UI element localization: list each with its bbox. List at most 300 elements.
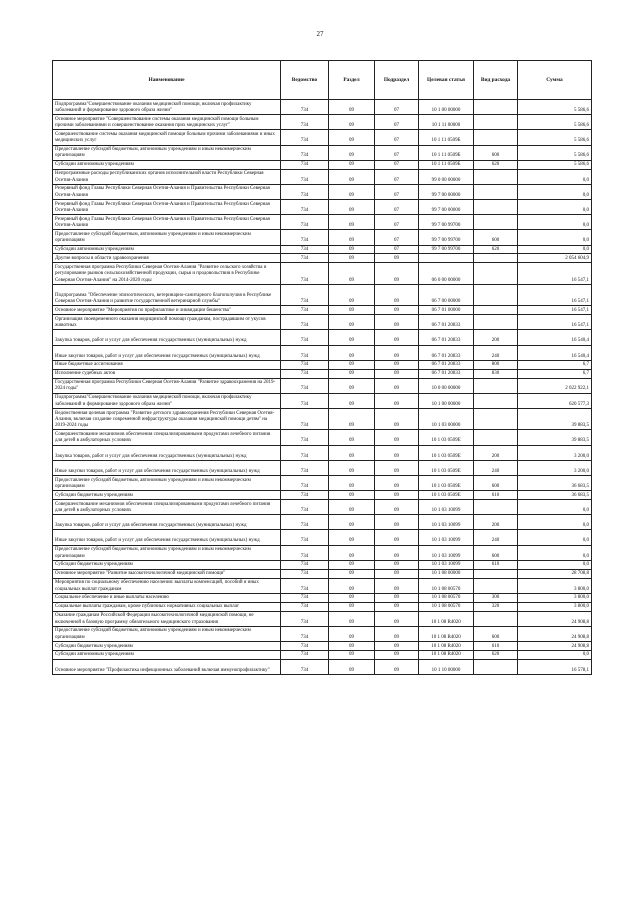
row-expense-type-cell <box>474 659 518 674</box>
row-target-article-cell: 06 7 01 20833 <box>419 345 474 360</box>
table-row <box>53 284 592 306</box>
row-name-cell: Основное мероприятие "Совершенствование системы оказания медицинской помощи больным прочими заболеваниями и совершенствование оказания прих медицинских услуг" <box>53 115 281 130</box>
row-section-cell: 09 <box>329 378 375 393</box>
row-section-cell: 09 <box>329 263 375 285</box>
row-amount-cell: 24 908,8 <box>518 641 592 650</box>
table-row <box>53 602 592 611</box>
row-amount-cell: 0,0 <box>518 650 592 659</box>
row-name-cell: Резервный фонд Главы Республики Северная Осетия-Алания и Правительства Республики Северная Осетия-Алания <box>53 184 281 199</box>
row-amount-cell: 16 547,1 <box>518 315 592 330</box>
row-expense-type-cell: 610 <box>474 560 518 569</box>
row-name-cell: Подпрограмма "Обеспечение эпизоотического, ветеринарно-санитарного благополучия в Республике Северная Осетия-Алания и развитие государственной ветеринарной службы" <box>53 284 281 306</box>
row-target-article-cell: 10 0 00 00000 <box>419 378 474 393</box>
row-name-cell: Субсидии автономным учреждениям <box>53 650 281 659</box>
row-subsection-cell: 07 <box>375 145 419 160</box>
row-section-cell: 09 <box>329 491 375 500</box>
row-target-article-cell: 10 1 08 00570 <box>419 578 474 593</box>
table-row <box>53 491 592 500</box>
row-section-cell: 09 <box>329 393 375 408</box>
row-name-cell: Подпрограмма"Совершенствование оказания медицинской помощи, включая профилактику заболеваний и формирование здорового образа жизни" <box>53 393 281 408</box>
table-row <box>53 230 592 245</box>
row-expense-type-cell <box>474 393 518 408</box>
row-target-article-cell: 10 1 11 0509Б <box>419 160 474 169</box>
row-ministry-cell: 734 <box>281 263 329 285</box>
row-amount-cell: 16 578,1 <box>518 659 592 674</box>
table-row <box>53 306 592 315</box>
table-row <box>53 345 592 360</box>
row-section-cell: 09 <box>329 659 375 674</box>
row-section-cell: 09 <box>329 445 375 460</box>
row-target-article-cell: 10 1 08 00570 <box>419 593 474 602</box>
row-target-article-cell: 10 1 11 00000 <box>419 115 474 130</box>
row-subsection-cell: 09 <box>375 500 419 515</box>
row-subsection-cell: 09 <box>375 254 419 263</box>
row-ministry-cell: 734 <box>281 145 329 160</box>
row-expense-type-cell: 610 <box>474 641 518 650</box>
row-amount-cell: 5 586,6 <box>518 115 592 130</box>
row-name-cell: Подпрограмма"Совершенствование оказания медицинской помощи, включая профилактику заболеваний и формирование здорового образа жизни" <box>53 100 281 115</box>
row-name-cell: Резервный фонд Главы Республики Северная Осетия-Алания и Правительства Республики Северная Осетия-Алания <box>53 200 281 215</box>
header-amount: Сумма <box>518 61 592 100</box>
row-amount-cell: 0,0 <box>518 545 592 560</box>
row-section-cell: 09 <box>329 515 375 530</box>
table-row <box>53 659 592 674</box>
row-expense-type-cell <box>474 215 518 230</box>
row-section-cell: 09 <box>329 641 375 650</box>
row-section-cell: 09 <box>329 593 375 602</box>
row-ministry-cell: 734 <box>281 430 329 445</box>
table-row <box>53 245 592 254</box>
table-row <box>53 641 592 650</box>
row-ministry-cell: 734 <box>281 130 329 145</box>
row-ministry-cell: 734 <box>281 345 329 360</box>
row-subsection-cell: 09 <box>375 345 419 360</box>
row-expense-type-cell <box>474 315 518 330</box>
row-name-cell: Основное мероприятие "Мероприятия по профилактике и ликвидации бешенства" <box>53 306 281 315</box>
row-amount-cell: 2 022 922,1 <box>518 378 592 393</box>
row-target-article-cell: 10 1 11 0509Б <box>419 130 474 145</box>
row-subsection-cell: 07 <box>375 200 419 215</box>
row-expense-type-cell <box>474 500 518 515</box>
row-expense-type-cell <box>474 130 518 145</box>
table-row <box>53 530 592 545</box>
row-target-article-cell: 10 1 03 10099 <box>419 500 474 515</box>
table-row <box>53 430 592 445</box>
row-name-cell: Субсидии автономным учреждениям <box>53 160 281 169</box>
row-section-cell: 09 <box>329 460 375 475</box>
row-ministry-cell: 734 <box>281 254 329 263</box>
row-amount-cell: 0,0 <box>518 184 592 199</box>
row-ministry-cell: 734 <box>281 245 329 254</box>
row-amount-cell: 0,0 <box>518 230 592 245</box>
row-target-article-cell: 10 1 08 00000 <box>419 569 474 578</box>
row-ministry-cell: 734 <box>281 650 329 659</box>
row-ministry-cell: 734 <box>281 315 329 330</box>
row-amount-cell: 28 708,8 <box>518 569 592 578</box>
table-row <box>53 160 592 169</box>
row-ministry-cell: 734 <box>281 215 329 230</box>
row-name-cell: Государственная программа Республики Северная Осетия-Алания "Развитие сельского хозяйства и регулирование рынков сельскохозяйственной продукции, сырья и продовольствия в Республике Северная Осетия-Алания" на 2014-2020 годы <box>53 263 281 285</box>
row-target-article-cell: 99 7 00 99700 <box>419 215 474 230</box>
row-ministry-cell: 734 <box>281 476 329 491</box>
row-name-cell: Оказание гражданам Российской Федерации высокотехнологичной медицинской помощи, не включенной в базовую программу обязательного медицинского страхования <box>53 611 281 626</box>
row-target-article-cell: 99 7 00 00000 <box>419 184 474 199</box>
row-section-cell: 09 <box>329 345 375 360</box>
row-subsection-cell: 09 <box>375 560 419 569</box>
row-section-cell: 09 <box>329 230 375 245</box>
row-amount-cell: 5 586,6 <box>518 100 592 115</box>
row-section-cell: 09 <box>329 306 375 315</box>
row-name-cell: Иные закупки товаров, работ и услуг для обеспечения государственных (муниципальных) нужд <box>53 530 281 545</box>
row-amount-cell: 16 547,1 <box>518 306 592 315</box>
row-name-cell: Закупка товаров, работ и услуг для обеспечения государственных (муниципальных) нужд <box>53 515 281 530</box>
row-expense-type-cell <box>474 578 518 593</box>
row-ministry-cell: 734 <box>281 626 329 641</box>
row-section-cell: 09 <box>329 530 375 545</box>
row-section-cell: 09 <box>329 115 375 130</box>
table-row <box>53 145 592 160</box>
row-section-cell: 09 <box>329 130 375 145</box>
table-row <box>53 115 592 130</box>
row-expense-type-cell <box>474 430 518 445</box>
table-row <box>53 215 592 230</box>
row-ministry-cell: 734 <box>281 284 329 306</box>
row-amount-cell: 0,0 <box>518 500 592 515</box>
row-section-cell: 09 <box>329 650 375 659</box>
row-section-cell: 09 <box>329 360 375 369</box>
row-amount-cell: 3 800,0 <box>518 593 592 602</box>
row-section-cell: 09 <box>329 315 375 330</box>
row-expense-type-cell: 240 <box>474 345 518 360</box>
table-row <box>53 330 592 345</box>
row-target-article-cell: 06 7 00 00000 <box>419 284 474 306</box>
row-subsection-cell: 09 <box>375 602 419 611</box>
row-expense-type-cell: 610 <box>474 491 518 500</box>
table-row <box>53 378 592 393</box>
row-name-cell: Субсидии автономным учреждениям <box>53 245 281 254</box>
row-subsection-cell: 09 <box>375 408 419 430</box>
row-amount-cell: 36 683,5 <box>518 491 592 500</box>
row-expense-type-cell <box>474 200 518 215</box>
row-name-cell: Субсидии бюджетным учреждениям <box>53 641 281 650</box>
row-expense-type-cell: 620 <box>474 245 518 254</box>
row-section-cell: 09 <box>329 160 375 169</box>
row-expense-type-cell <box>474 306 518 315</box>
row-subsection-cell: 09 <box>375 515 419 530</box>
table-row <box>53 315 592 330</box>
row-target-article-cell: 99 7 00 99700 <box>419 230 474 245</box>
row-amount-cell: 36 683,5 <box>518 476 592 491</box>
table-row <box>53 593 592 602</box>
row-name-cell: Совершенствование механизмов обеспечения специализированными продуктами лечебного питания для детей в амбулаторных условиях <box>53 500 281 515</box>
page-number: 27 <box>316 30 324 38</box>
row-subsection-cell: 09 <box>375 378 419 393</box>
row-section-cell: 09 <box>329 169 375 184</box>
row-amount-cell: 5 586,6 <box>518 160 592 169</box>
row-target-article-cell: 10 1 10 00000 <box>419 659 474 674</box>
row-target-article-cell <box>419 254 474 263</box>
row-target-article-cell: 06 7 01 20833 <box>419 369 474 378</box>
row-ministry-cell: 734 <box>281 515 329 530</box>
row-subsection-cell: 09 <box>375 460 419 475</box>
table-header-row <box>53 61 592 100</box>
row-name-cell: Совершенствование системы оказания медицинской помощи больным прочими заболеваниями и иных медицинских услуг <box>53 130 281 145</box>
row-subsection-cell: 09 <box>375 369 419 378</box>
row-expense-type-cell <box>474 263 518 285</box>
header-section: Раздел <box>329 61 375 100</box>
row-name-cell: Предоставление субсидий бюджетным, автономным учреждениям и иным некоммерческим организациям <box>53 626 281 641</box>
row-amount-cell: 16 547,1 <box>518 284 592 306</box>
row-name-cell: Иные бюджетные ассигнования <box>53 360 281 369</box>
row-target-article-cell: 06 0 00 00000 <box>419 263 474 285</box>
row-amount-cell: 0,0 <box>518 169 592 184</box>
row-section-cell: 09 <box>329 578 375 593</box>
row-ministry-cell: 734 <box>281 602 329 611</box>
row-ministry-cell: 734 <box>281 306 329 315</box>
row-section-cell: 09 <box>329 284 375 306</box>
row-section-cell: 09 <box>329 330 375 345</box>
row-expense-type-cell: 620 <box>474 650 518 659</box>
row-expense-type-cell: 200 <box>474 515 518 530</box>
row-section-cell: 09 <box>329 545 375 560</box>
row-subsection-cell: 09 <box>375 611 419 626</box>
row-subsection-cell: 09 <box>375 430 419 445</box>
row-name-cell: Социальное обеспечение и иные выплаты населению <box>53 593 281 602</box>
table-row <box>53 460 592 475</box>
table-row <box>53 200 592 215</box>
row-section-cell: 09 <box>329 100 375 115</box>
row-target-article-cell: 99 0 00 00000 <box>419 169 474 184</box>
row-ministry-cell: 734 <box>281 641 329 650</box>
row-ministry-cell: 734 <box>281 500 329 515</box>
row-name-cell: Закупка товаров, работ и услуг для обеспечения государственных (муниципальных) нужд <box>53 445 281 460</box>
row-target-article-cell: 10 1 03 0509Е <box>419 491 474 500</box>
row-section-cell: 09 <box>329 200 375 215</box>
row-name-cell: Ведомственная целевая программа "Развитие детского здравоохранения Республики Северная Осетия-Алания, включая создание современной инфраструктуры оказания медицинской помощи детям" на 2019-2024 годы <box>53 408 281 430</box>
row-amount-cell: 16 540,4 <box>518 345 592 360</box>
row-expense-type-cell: 800 <box>474 360 518 369</box>
row-name-cell: Субсидии бюджетным учреждениям <box>53 491 281 500</box>
row-expense-type-cell: 200 <box>474 445 518 460</box>
row-subsection-cell: 07 <box>375 215 419 230</box>
row-subsection-cell: 07 <box>375 169 419 184</box>
row-subsection-cell: 09 <box>375 306 419 315</box>
table-row <box>53 100 592 115</box>
row-subsection-cell: 09 <box>375 263 419 285</box>
row-expense-type-cell: 240 <box>474 460 518 475</box>
row-subsection-cell: 09 <box>375 659 419 674</box>
row-target-article-cell: 10 1 11 0509Б <box>419 145 474 160</box>
row-amount-cell: 0,0 <box>518 560 592 569</box>
row-target-article-cell: 10 1 03 0509Е <box>419 430 474 445</box>
row-amount-cell: 0,0 <box>518 215 592 230</box>
row-target-article-cell: 10 1 08 R4020 <box>419 641 474 650</box>
row-name-cell: Мероприятия по социальному обеспечению населения: выплаты компенсаций, пособий и иных социальных выплат гражданам <box>53 578 281 593</box>
row-target-article-cell: 06 7 01 00000 <box>419 306 474 315</box>
row-ministry-cell: 734 <box>281 445 329 460</box>
row-target-article-cell: 10 1 00 00000 <box>419 100 474 115</box>
table-row <box>53 130 592 145</box>
row-name-cell: Закупка товаров, работ и услуг для обеспечения государственных (муниципальных) нужд <box>53 330 281 345</box>
row-name-cell: Предоставление субсидий бюджетным, автономным учреждениям и иным некоммерческим организациям <box>53 230 281 245</box>
row-name-cell: Иные закупки товаров, работ и услуг для обеспечения государственных (муниципальных) нужд <box>53 345 281 360</box>
row-target-article-cell: 10 1 08 R4020 <box>419 611 474 626</box>
row-section-cell: 09 <box>329 245 375 254</box>
row-section-cell: 09 <box>329 215 375 230</box>
row-subsection-cell: 07 <box>375 230 419 245</box>
row-amount-cell: 5 586,6 <box>518 145 592 160</box>
table-row <box>53 254 592 263</box>
table-row <box>53 445 592 460</box>
row-expense-type-cell <box>474 254 518 263</box>
row-ministry-cell: 734 <box>281 659 329 674</box>
table-row <box>53 393 592 408</box>
row-ministry-cell: 734 <box>281 578 329 593</box>
table-row <box>53 500 592 515</box>
row-expense-type-cell <box>474 378 518 393</box>
row-ministry-cell: 734 <box>281 100 329 115</box>
table-row <box>53 545 592 560</box>
row-subsection-cell: 07 <box>375 130 419 145</box>
row-amount-cell: 6,7 <box>518 360 592 369</box>
row-subsection-cell: 09 <box>375 530 419 545</box>
row-name-cell: Основное мероприятие "Профилактика инфекционных заболеваний включая иммунопрофилактику" <box>53 659 281 674</box>
row-expense-type-cell: 320 <box>474 602 518 611</box>
row-expense-type-cell: 830 <box>474 369 518 378</box>
row-name-cell: Основное мероприятие "Развитие высокотехнологичной медицинской помощи" <box>53 569 281 578</box>
row-name-cell: Субсидии бюджетным учреждениям <box>53 560 281 569</box>
row-section-cell: 09 <box>329 500 375 515</box>
row-subsection-cell: 07 <box>375 100 419 115</box>
row-subsection-cell: 09 <box>375 593 419 602</box>
row-ministry-cell: 734 <box>281 169 329 184</box>
row-subsection-cell: 09 <box>375 578 419 593</box>
table-row <box>53 515 592 530</box>
budget-table <box>52 60 592 675</box>
row-section-cell: 09 <box>329 560 375 569</box>
row-section-cell: 09 <box>329 254 375 263</box>
row-ministry-cell: 734 <box>281 369 329 378</box>
row-ministry-cell: 734 <box>281 611 329 626</box>
row-name-cell: Непрограммные расходы республиканских органов исполнительной власти Республики Северная Осетия-Алания <box>53 169 281 184</box>
row-amount-cell: 2 054 604,9 <box>518 254 592 263</box>
row-section-cell: 09 <box>329 611 375 626</box>
row-subsection-cell: 07 <box>375 184 419 199</box>
row-target-article-cell: 06 7 01 20833 <box>419 315 474 330</box>
table-row <box>53 263 592 285</box>
header-expense-type: Вид расхода <box>474 61 518 100</box>
table-row <box>53 408 592 430</box>
table-row <box>53 369 592 378</box>
row-subsection-cell: 09 <box>375 360 419 369</box>
header-subsection: Подраздел <box>375 61 419 100</box>
row-expense-type-cell <box>474 169 518 184</box>
row-ministry-cell: 734 <box>281 491 329 500</box>
row-target-article-cell: 10 1 03 10099 <box>419 530 474 545</box>
row-subsection-cell: 07 <box>375 160 419 169</box>
row-ministry-cell: 734 <box>281 200 329 215</box>
row-name-cell: Резервный фонд Главы Республики Северная Осетия-Алания и Правительства Республики Северная Осетия-Алания <box>53 215 281 230</box>
row-name-cell: Другие вопросы в области здравоохранения <box>53 254 281 263</box>
row-expense-type-cell <box>474 569 518 578</box>
row-expense-type-cell <box>474 408 518 430</box>
row-target-article-cell: 99 7 00 99700 <box>419 245 474 254</box>
header-ministry: Ведомство <box>281 61 329 100</box>
row-subsection-cell: 09 <box>375 315 419 330</box>
table-row <box>53 169 592 184</box>
row-subsection-cell: 09 <box>375 650 419 659</box>
row-target-article-cell: 06 7 01 20833 <box>419 330 474 345</box>
row-name-cell: Предоставление субсидий бюджетным, автономным учреждениям и иным некоммерческим организациям <box>53 145 281 160</box>
row-section-cell: 09 <box>329 430 375 445</box>
row-target-article-cell: 10 1 03 10099 <box>419 545 474 560</box>
row-amount-cell: 0,0 <box>518 200 592 215</box>
row-expense-type-cell: 240 <box>474 530 518 545</box>
row-ministry-cell: 734 <box>281 530 329 545</box>
row-ministry-cell: 734 <box>281 569 329 578</box>
table-row <box>53 650 592 659</box>
row-subsection-cell: 09 <box>375 569 419 578</box>
row-section-cell: 09 <box>329 408 375 430</box>
row-subsection-cell: 09 <box>375 545 419 560</box>
row-amount-cell: 39 883,5 <box>518 430 592 445</box>
row-name-cell: Государственная программа Республики Северная Осетия-Алания "Развитие здравоохранения на 2019-2024 годы" <box>53 378 281 393</box>
row-amount-cell: 16 540,4 <box>518 330 592 345</box>
table-row <box>53 578 592 593</box>
row-ministry-cell: 734 <box>281 160 329 169</box>
row-subsection-cell: 09 <box>375 284 419 306</box>
row-amount-cell: 39 883,5 <box>518 408 592 430</box>
row-amount-cell: 620 577,3 <box>518 393 592 408</box>
row-ministry-cell: 734 <box>281 330 329 345</box>
row-ministry-cell: 734 <box>281 230 329 245</box>
row-section-cell: 09 <box>329 476 375 491</box>
row-amount-cell: 0,0 <box>518 530 592 545</box>
row-amount-cell: 3 200,0 <box>518 460 592 475</box>
row-ministry-cell: 734 <box>281 393 329 408</box>
row-ministry-cell: 734 <box>281 360 329 369</box>
row-amount-cell: 3 200,0 <box>518 445 592 460</box>
row-target-article-cell: 10 1 03 0509Е <box>419 445 474 460</box>
row-ministry-cell: 734 <box>281 115 329 130</box>
row-ministry-cell: 734 <box>281 378 329 393</box>
row-target-article-cell: 10 1 08 R4020 <box>419 650 474 659</box>
table-row <box>53 611 592 626</box>
row-amount-cell: 6,7 <box>518 369 592 378</box>
row-subsection-cell: 09 <box>375 330 419 345</box>
row-target-article-cell: 10 1 03 10099 <box>419 515 474 530</box>
row-expense-type-cell: 600 <box>474 476 518 491</box>
row-name-cell: Исполнение судебных актов <box>53 369 281 378</box>
row-target-article-cell: 10 1 03 10099 <box>419 560 474 569</box>
row-amount-cell: 0,0 <box>518 515 592 530</box>
row-ministry-cell: 734 <box>281 593 329 602</box>
row-target-article-cell: 06 7 01 20833 <box>419 360 474 369</box>
row-target-article-cell: 10 1 03 00000 <box>419 408 474 430</box>
row-expense-type-cell: 600 <box>474 545 518 560</box>
row-amount-cell: 24 908,8 <box>518 626 592 641</box>
row-name-cell: Социальные выплаты гражданам, кроме публичных нормативных социальных выплат <box>53 602 281 611</box>
row-section-cell: 09 <box>329 369 375 378</box>
row-amount-cell: 5 586,6 <box>518 130 592 145</box>
row-name-cell: Иные закупки товаров, работ и услуг для обеспечения государственных (муниципальных) нужд <box>53 460 281 475</box>
table-row <box>53 569 592 578</box>
row-name-cell: Предоставление субсидий бюджетным, автономным учреждениям и иным некоммерческим организациям <box>53 476 281 491</box>
table-row <box>53 476 592 491</box>
row-target-article-cell: 10 1 03 0509Е <box>419 476 474 491</box>
row-subsection-cell: 07 <box>375 245 419 254</box>
row-ministry-cell: 734 <box>281 560 329 569</box>
